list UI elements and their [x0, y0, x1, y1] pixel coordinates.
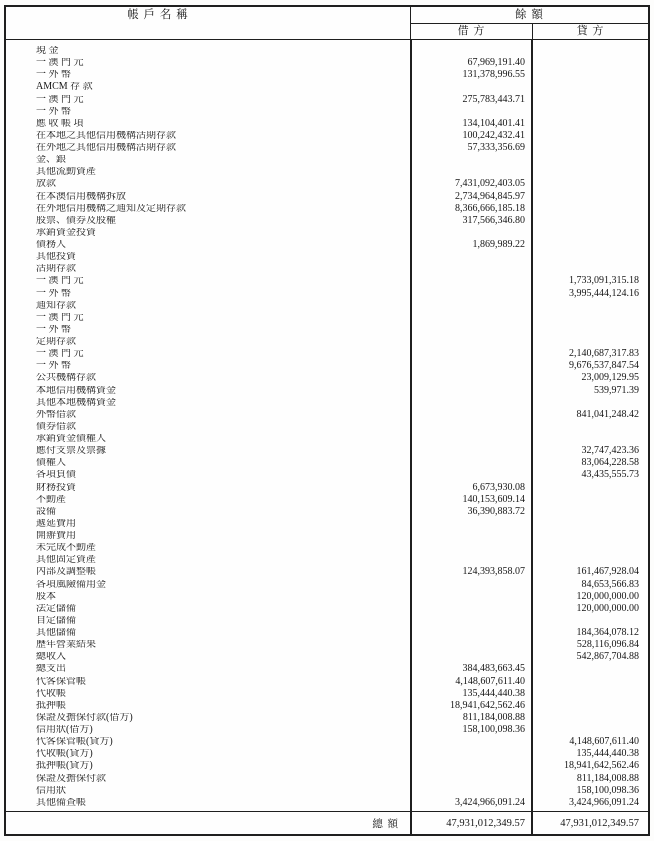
account-name-cell: 應付支票及票據 — [36, 446, 106, 457]
account-row — [6, 482, 648, 494]
account-name-cell: 各項風險備用金 — [36, 579, 106, 590]
account-row — [6, 433, 648, 445]
account-name-cell: 放款 — [36, 179, 56, 190]
account-name-cell: 股票、債券及股權 — [36, 215, 116, 226]
account-row — [6, 45, 648, 57]
account-row — [6, 603, 648, 615]
credit-amount-cell: 120,000,000.00 — [576, 590, 639, 602]
account-name-cell: 代客保管帳(貸方) — [36, 737, 113, 748]
account-row — [6, 118, 648, 130]
account-name-cell: 在本地之其他信用機構活期存款 — [36, 130, 176, 141]
account-name-cell: 信用狀(借方) — [36, 725, 93, 736]
debit-amount-cell: 2,734,964,845.97 — [455, 190, 525, 202]
debit-amount-cell: 67,969,191.40 — [467, 57, 525, 69]
credit-amount-cell: 23,009,129.95 — [581, 372, 639, 384]
account-name-cell: 債券借款 — [36, 421, 76, 432]
account-row — [6, 494, 648, 506]
account-row — [6, 142, 648, 154]
credit-amount-cell: 120,000,000.00 — [576, 602, 639, 614]
account-row — [6, 700, 648, 712]
account-name-cell: 在外地之其他信用機構活期存款 — [36, 143, 176, 154]
account-name-cell: 抵押帳(貸方) — [36, 761, 93, 772]
account-name-cell: 其他投資 — [36, 252, 76, 263]
table-header — [6, 7, 648, 40]
account-row — [6, 688, 648, 700]
account-name-cell: 活期存款 — [36, 264, 76, 275]
account-name-cell: 在本澳信用機構拆放 — [36, 191, 126, 202]
account-row — [6, 797, 648, 809]
account-row — [6, 530, 648, 542]
account-name-cell: 一 澳 門 元 — [36, 312, 84, 323]
account-row — [6, 421, 648, 433]
column-header-credit: 貸 方 — [532, 24, 648, 39]
account-name-cell: 外幣借款 — [36, 409, 76, 420]
account-row — [6, 227, 648, 239]
account-row — [6, 566, 648, 578]
account-name-cell: 各項負債 — [36, 470, 76, 481]
account-name-cell: 一 外 幣 — [36, 324, 71, 335]
account-name-cell: 承銷資金投資 — [36, 227, 96, 238]
account-name-cell: 一 外 幣 — [36, 361, 71, 372]
header-spacer-cell — [6, 24, 410, 39]
debit-amount-cell: 36,390,883.72 — [467, 505, 525, 517]
account-name-cell: 金、銀 — [36, 155, 66, 166]
account-name-cell: 未完成不動產 — [36, 543, 96, 554]
account-name-cell: 遞延費用 — [36, 518, 76, 529]
credit-amount-cell: 184,364,078.12 — [576, 627, 639, 639]
debit-amount-cell: 811,184,008.88 — [462, 711, 525, 723]
account-name-cell: 本地信用機構資金 — [36, 385, 116, 396]
debit-amount-cell: 140,153,609.14 — [462, 493, 525, 505]
account-row — [6, 251, 648, 263]
account-row — [6, 288, 648, 300]
debit-amount-cell: 4,148,607,611.40 — [455, 675, 525, 687]
account-name-cell: 定期存款 — [36, 337, 76, 348]
account-name-cell: 承銷資金債權人 — [36, 434, 106, 445]
account-row — [6, 676, 648, 688]
account-row — [6, 773, 648, 785]
debit-amount-cell: 6,673,930.08 — [472, 481, 525, 493]
debit-amount-cell: 8,366,666,185.18 — [455, 202, 525, 214]
account-row — [6, 397, 648, 409]
account-row — [6, 651, 648, 663]
credit-amount-cell: 3,995,444,124.16 — [569, 287, 639, 299]
account-name-cell: 保證及擔保付款 — [36, 773, 106, 784]
account-row — [6, 785, 648, 797]
column-divider-debit-credit — [531, 40, 533, 811]
account-name-cell: 一 澳 門 元 — [36, 58, 84, 69]
account-name-cell: 債權人 — [36, 458, 66, 469]
account-row — [6, 94, 648, 106]
debit-amount-cell: 57,333,356.69 — [467, 142, 525, 154]
account-row — [6, 445, 648, 457]
account-name-cell: 設備 — [36, 506, 56, 517]
account-row — [6, 506, 648, 518]
debit-amount-cell: 3,424,966,091.24 — [455, 796, 525, 808]
account-row — [6, 736, 648, 748]
account-row — [6, 348, 648, 360]
column-divider-name-debit — [410, 812, 412, 834]
account-name-cell: 其他備查帳 — [36, 797, 86, 808]
account-row — [6, 324, 648, 336]
account-row — [6, 712, 648, 724]
account-row — [6, 591, 648, 603]
account-name-cell: 財務投資 — [36, 482, 76, 493]
account-name-cell: 總支出 — [36, 664, 66, 675]
credit-amount-cell: 9,676,537,847.54 — [569, 360, 639, 372]
account-name-cell: 在外地信用機構之通知及定期存款 — [36, 203, 186, 214]
debit-amount-cell: 1,869,989.22 — [472, 239, 525, 251]
column-divider-debit-credit — [531, 812, 533, 834]
account-name-cell: 公共機構存款 — [36, 373, 96, 384]
account-row — [6, 663, 648, 675]
credit-amount-cell: 84,653,566.83 — [581, 578, 639, 590]
account-row — [6, 615, 648, 627]
account-row — [6, 385, 648, 397]
account-name-cell: 代客保管帳 — [36, 676, 86, 687]
credit-amount-cell: 135,444,440.38 — [576, 748, 639, 760]
account-name-cell: 一 外 幣 — [36, 106, 71, 117]
account-row — [6, 275, 648, 287]
debit-amount-cell: 100,242,432.41 — [462, 129, 525, 141]
account-row — [6, 639, 648, 651]
account-row — [6, 312, 648, 324]
account-row — [6, 263, 648, 275]
account-name-cell: 不動產 — [36, 494, 66, 505]
account-row — [6, 57, 648, 69]
account-row — [6, 627, 648, 639]
account-name-cell: 一 澳 門 元 — [36, 94, 84, 105]
account-row — [6, 81, 648, 93]
debit-amount-cell: 317,566,346.80 — [462, 214, 525, 226]
account-balance-table — [4, 5, 650, 836]
column-header-debit: 借 方 — [410, 24, 532, 39]
total-credit-amount: 47,931,012,349.57 — [560, 817, 639, 829]
credit-amount-cell: 841,041,248.42 — [576, 408, 639, 420]
credit-amount-cell: 161,467,928.04 — [576, 566, 639, 578]
account-row — [6, 203, 648, 215]
credit-amount-cell: 32,747,423.36 — [581, 445, 639, 457]
account-name-cell: 代收帳(貸方) — [36, 749, 93, 760]
account-row — [6, 239, 648, 251]
account-name-cell: 一 外 幣 — [36, 288, 71, 299]
credit-amount-cell: 2,140,687,317.83 — [569, 348, 639, 360]
account-row — [6, 748, 648, 760]
account-name-cell: 代收帳 — [36, 688, 66, 699]
account-row — [6, 372, 648, 384]
account-name-cell: 通知存款 — [36, 300, 76, 311]
debit-amount-cell: 384,483,663.45 — [462, 663, 525, 675]
credit-amount-cell: 528,116,096.84 — [576, 639, 639, 651]
debit-amount-cell: 7,431,092,403.05 — [455, 178, 525, 190]
column-divider-name-debit — [410, 40, 412, 811]
account-name-cell: 歷年營業結果 — [36, 640, 96, 651]
credit-amount-cell: 18,941,642,562.46 — [564, 760, 639, 772]
debit-amount-cell: 275,783,443.71 — [462, 93, 525, 105]
account-row — [6, 409, 648, 421]
account-row — [6, 554, 648, 566]
account-name-cell: 其他固定資產 — [36, 555, 96, 566]
account-name-cell: 其他本地機構資金 — [36, 397, 116, 408]
debit-amount-cell: 135,444,440.38 — [462, 687, 525, 699]
account-name-cell: 債務人 — [36, 240, 66, 251]
account-row — [6, 130, 648, 142]
account-row — [6, 360, 648, 372]
account-row — [6, 542, 648, 554]
account-row — [6, 518, 648, 530]
total-row — [6, 811, 648, 834]
credit-amount-cell: 811,184,008.88 — [576, 772, 639, 784]
account-name-cell: 其他流動資產 — [36, 167, 96, 178]
credit-amount-cell: 3,424,966,091.24 — [569, 796, 639, 808]
account-name-cell: 法定儲備 — [36, 603, 76, 614]
credit-amount-cell: 1,733,091,315.18 — [569, 275, 639, 287]
account-row — [6, 178, 648, 190]
account-row — [6, 215, 648, 227]
account-row — [6, 154, 648, 166]
account-name-cell: 抵押帳 — [36, 700, 66, 711]
account-row — [6, 300, 648, 312]
account-name-cell: 一 澳 門 元 — [36, 276, 84, 287]
account-row — [6, 724, 648, 736]
account-row — [6, 760, 648, 772]
account-name-cell: 自定儲備 — [36, 615, 76, 626]
account-row — [6, 69, 648, 81]
table-body — [6, 40, 648, 811]
credit-amount-cell: 539,971.39 — [594, 384, 639, 396]
credit-amount-cell: 43,435,555.73 — [581, 469, 639, 481]
account-row — [6, 336, 648, 348]
debit-amount-cell: 134,104,401.41 — [462, 117, 525, 129]
column-header-balance: 餘 額 — [410, 7, 648, 24]
credit-amount-cell: 542,867,704.88 — [576, 651, 639, 663]
debit-amount-cell: 158,100,098.36 — [462, 724, 525, 736]
table-header-row-1 — [6, 7, 648, 24]
total-label: 總 額 — [372, 818, 399, 830]
account-name-cell: 股本 — [36, 591, 56, 602]
account-name-cell: 一 外 幣 — [36, 70, 71, 81]
account-name-cell: 保證及擔保付款(借方) — [36, 712, 133, 723]
account-name-cell: 內部及調整帳 — [36, 567, 96, 578]
account-row — [6, 469, 648, 481]
debit-amount-cell: 131,378,996.55 — [462, 69, 525, 81]
account-row — [6, 457, 648, 469]
account-name-cell: 信用狀 — [36, 785, 66, 796]
account-name-cell: 一 澳 門 元 — [36, 349, 84, 360]
account-name-cell: 應 收 帳 項 — [36, 118, 84, 129]
total-debit-amount: 47,931,012,349.57 — [446, 817, 525, 829]
account-name-cell: 其他儲備 — [36, 628, 76, 639]
account-row — [6, 191, 648, 203]
credit-amount-cell: 4,148,607,611.40 — [569, 736, 639, 748]
account-row — [6, 579, 648, 591]
account-row — [6, 166, 648, 178]
account-name-cell: 現 金 — [36, 46, 59, 57]
table-header-row-2 — [6, 24, 648, 39]
debit-amount-cell: 124,393,858.07 — [462, 566, 525, 578]
column-header-account-name: 帳 戶 名 稱 — [127, 9, 189, 21]
debit-amount-cell: 18,941,642,562.46 — [450, 699, 525, 711]
credit-amount-cell: 158,100,098.36 — [576, 784, 639, 796]
account-name-cell: 總收入 — [36, 652, 66, 663]
account-row — [6, 106, 648, 118]
credit-amount-cell: 83,064,228.58 — [581, 457, 639, 469]
account-name-cell: AMCM 存 款 — [36, 82, 93, 93]
account-name-cell: 開辦費用 — [36, 531, 76, 542]
